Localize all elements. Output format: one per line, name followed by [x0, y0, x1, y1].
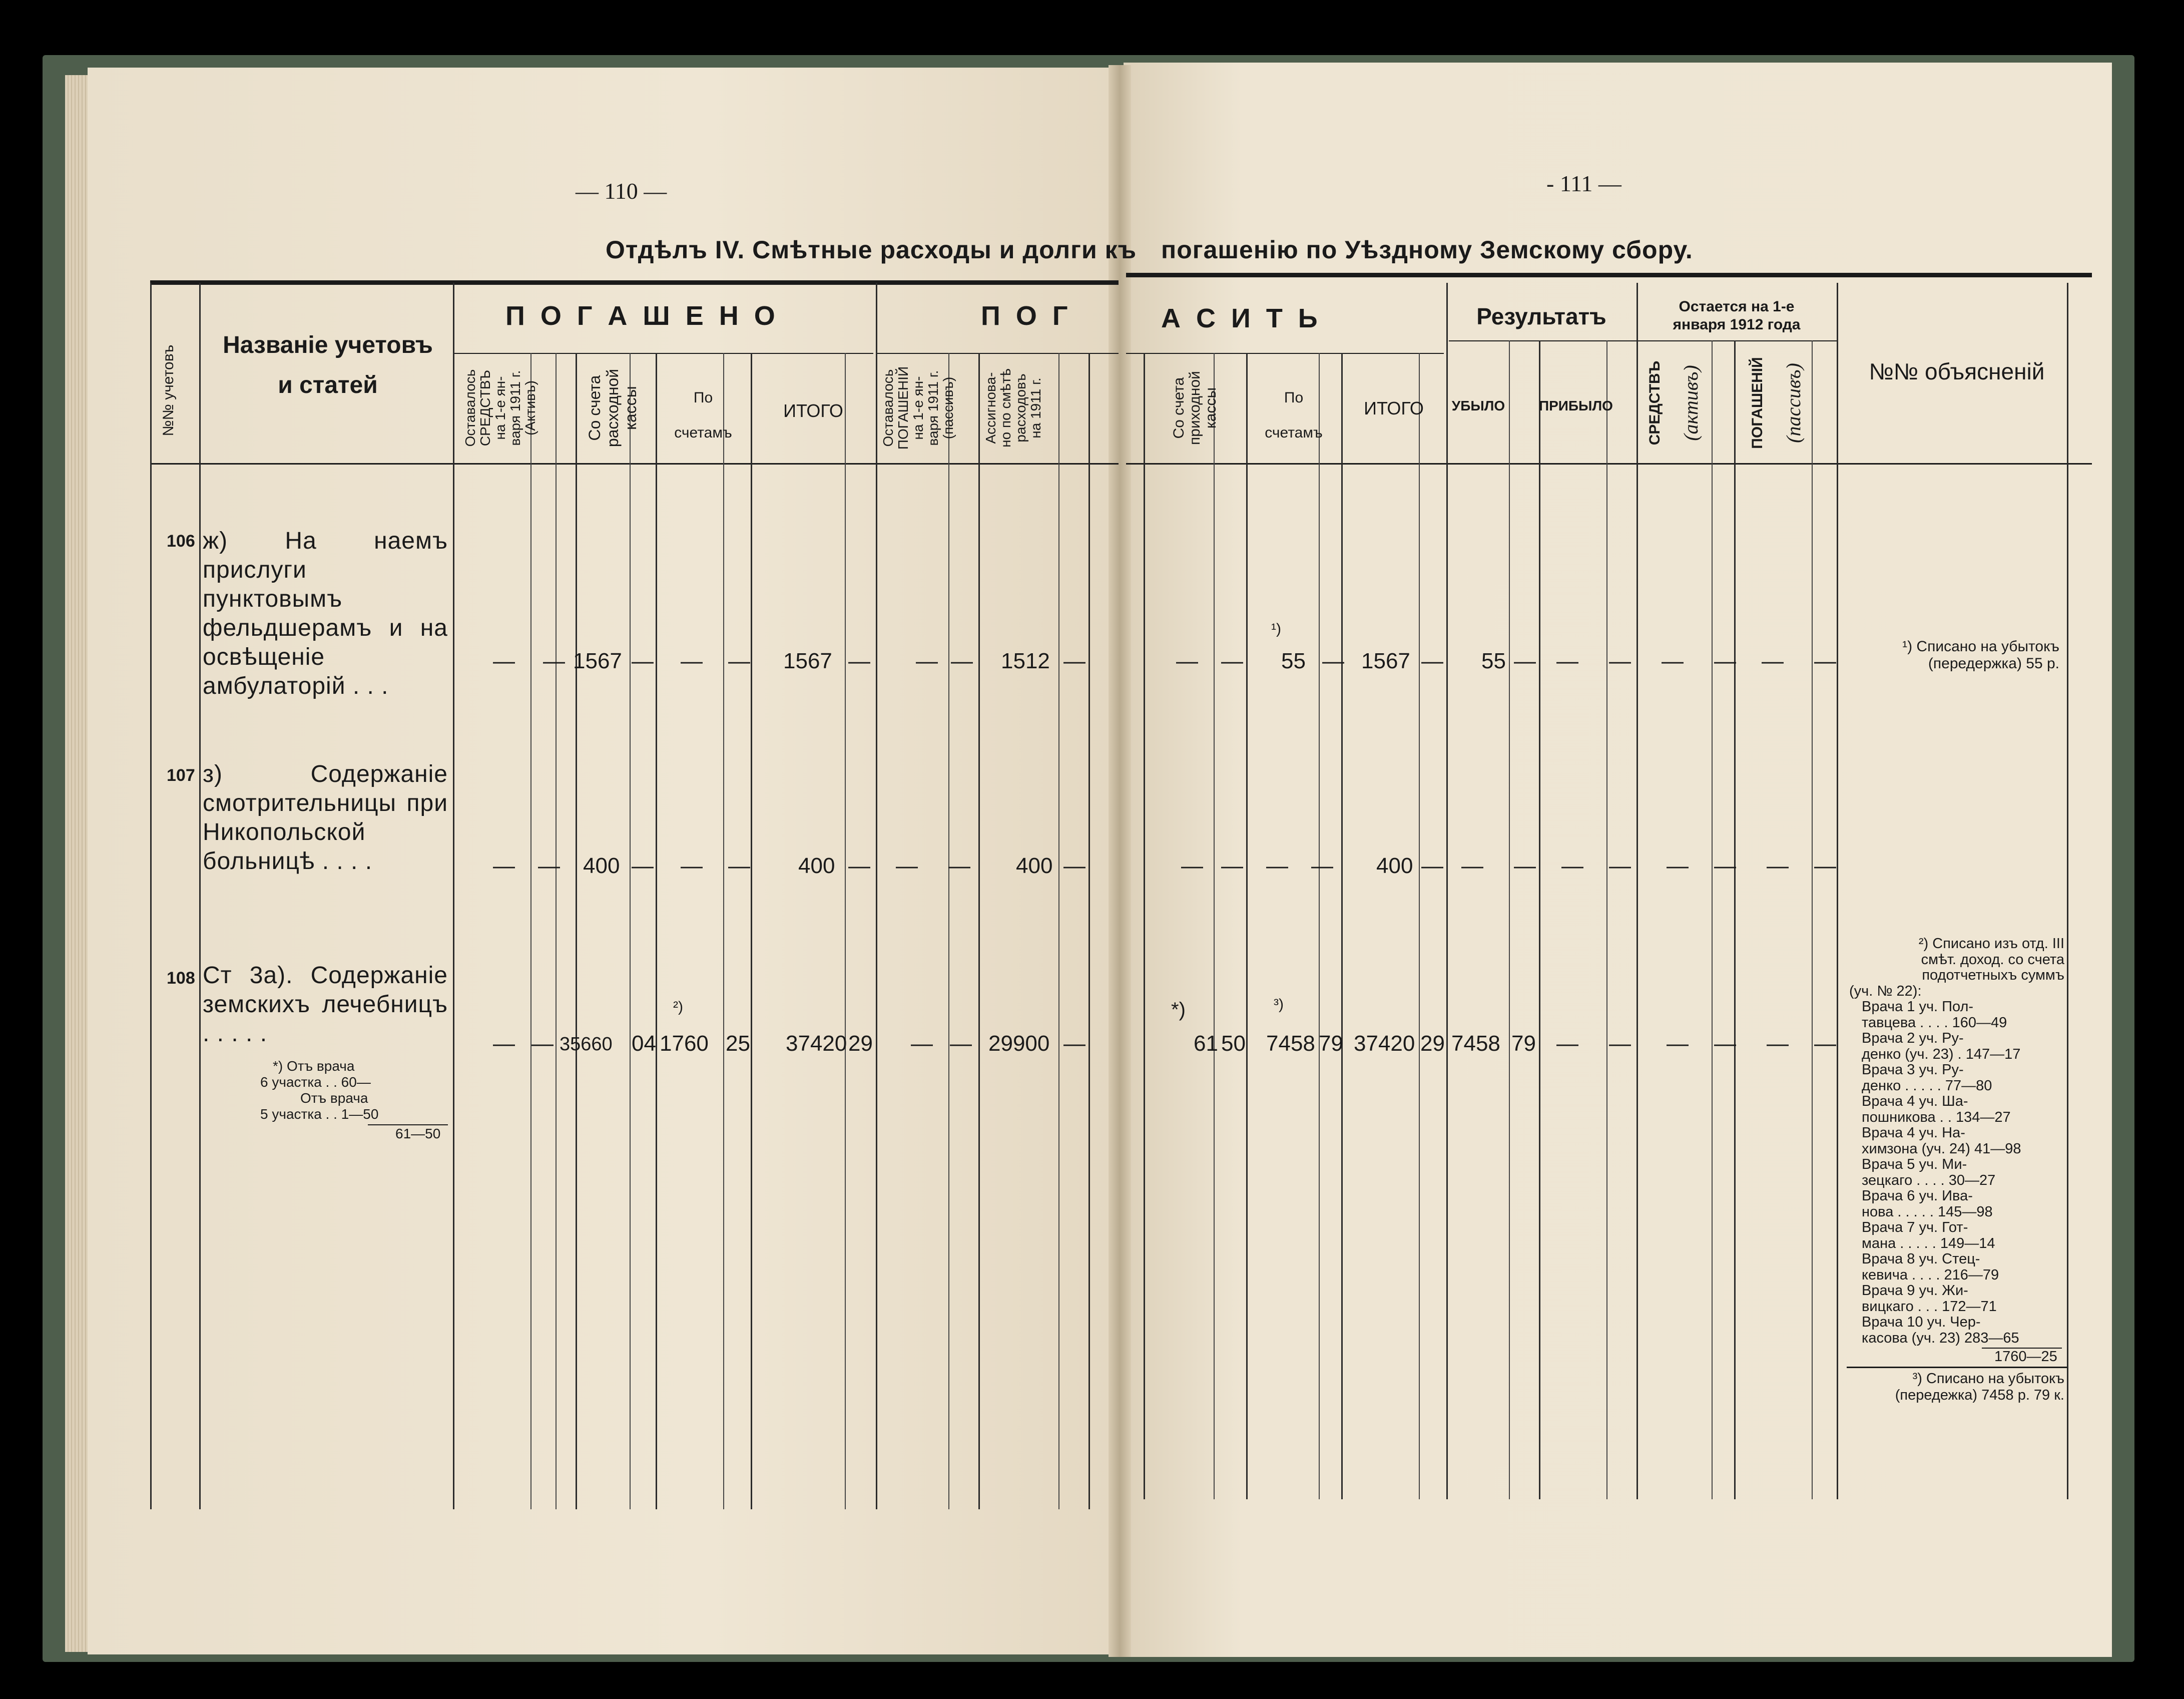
dash: —: [1311, 854, 1333, 878]
dash: —: [1322, 649, 1344, 673]
header-so-scheta-prikhod: Со счета приходной кассы: [1171, 371, 1219, 445]
row-assign: 1512: [1001, 649, 1050, 673]
dash: —: [1266, 854, 1288, 878]
explanation-line: нова . . . . . 145—98: [1862, 1203, 1993, 1220]
dash: —: [848, 649, 870, 673]
header-col-num: №№ учетовъ: [160, 344, 177, 437]
row-text: з) Содержаніе смотрительницы при Никопольской больницѣ . . . .: [203, 761, 448, 875]
explanation-line: Врача 3 уч. Ру-: [1862, 1062, 1964, 1078]
dash: —: [1714, 649, 1736, 673]
row-assign: 29900: [988, 1031, 1050, 1056]
col-line: [978, 353, 980, 1509]
header-ostalos-sredstv: Оставалось СРЕДСТВЪ на 1-е ян- варя 1911 г. (Активъ): [462, 369, 538, 447]
row-so-scheta-kop: 04: [632, 1031, 656, 1056]
col-line: [530, 353, 531, 1509]
dash: —: [1767, 1031, 1789, 1056]
footnote-mark: ³): [1274, 996, 1284, 1013]
dash: —: [1609, 1031, 1631, 1056]
col-line: [2067, 283, 2068, 1499]
header-aktiv: (активъ): [1680, 365, 1702, 441]
dash: —: [1609, 649, 1631, 673]
dash: —: [1714, 1031, 1736, 1056]
explanation-line: Врача 8 уч. Стец-: [1862, 1251, 1980, 1267]
row-note: *) Отъ врача: [273, 1058, 355, 1074]
row-itogo-right-kop: 29: [1420, 1031, 1445, 1056]
top-rule-right: [1126, 273, 2092, 277]
dash: —: [1421, 649, 1443, 673]
explanation-line: вицкаго . . . 172—71: [1862, 1298, 1997, 1315]
explanation-line: Врача 9 уч. Жи-: [1862, 1283, 1968, 1299]
explanation-line: Врача 10 уч. Чер-: [1862, 1314, 1981, 1330]
star-mark: *): [1171, 999, 1186, 1021]
header-rule-left: [150, 463, 1119, 465]
col-line: [1446, 283, 1448, 1499]
right-page-number: - 111 —: [1546, 171, 1621, 196]
col-line: [199, 283, 201, 1509]
col-line: [751, 353, 752, 1509]
header-so-scheta-raskhod: Со счета расходной кассы: [586, 368, 640, 448]
col-line: [1246, 353, 1248, 1499]
dash: —: [1221, 854, 1243, 878]
dash: —: [848, 854, 870, 878]
dash: —: [1221, 649, 1243, 673]
row-so-scheta: 400: [583, 854, 620, 878]
col-line: [656, 353, 657, 1509]
explanation-line: денко (уч. 23) . 147—17: [1862, 1046, 2021, 1062]
dash: —: [531, 1031, 554, 1056]
explanation-line: мана . . . . . 149—14: [1862, 1235, 1995, 1251]
row-itogo: 1567: [783, 649, 832, 673]
dash: —: [1181, 854, 1203, 878]
dash: —: [681, 649, 703, 673]
col-line: [1712, 340, 1713, 1499]
group-rule-left-2: [876, 353, 1119, 354]
group-rule-right-3: [1636, 340, 1837, 341]
header-sredstv: СРЕДСТВЪ: [1647, 360, 1663, 446]
group-rule-left-1: [453, 353, 873, 354]
col-line: [453, 283, 454, 1509]
explanation-line: Врача 6 уч. Ива-: [1862, 1188, 1973, 1204]
header-passiv: (пассивъ): [1782, 363, 1805, 443]
dash: —: [728, 854, 750, 878]
explanation-line: кевича . . . . 216—79: [1862, 1266, 1999, 1283]
explanation-line: Врача 1 уч. Пол-: [1862, 999, 1974, 1015]
left-page-number: — 110 —: [576, 178, 667, 204]
row-number: 107: [167, 766, 195, 785]
col-line: [1509, 340, 1510, 1499]
dash: —: [681, 854, 703, 878]
row-po-schetam-kop: 25: [726, 1031, 750, 1056]
top-rule-left: [150, 280, 1119, 285]
dash: —: [1556, 1031, 1578, 1056]
row-ubylo: 7458: [1451, 1031, 1500, 1056]
col-line: [1734, 340, 1736, 1499]
col-line: [1606, 340, 1607, 1499]
col-line: [150, 283, 152, 1509]
group-rule-right-2: [1449, 340, 1636, 341]
explanation-1: ¹) Списано на убытокъ (передержка) 55 р.: [1902, 638, 2059, 672]
col-line: [1088, 353, 1090, 1509]
col-line: [630, 353, 631, 1509]
explanation-line: Врача 4 уч. На-: [1862, 1125, 1965, 1141]
explanation-line: денко . . . . . 77—80: [1862, 1077, 1992, 1094]
remain-header: Остается на 1-е января 1912 года: [1673, 298, 1801, 333]
col-line: [1636, 283, 1638, 1499]
explanation-line: подотчетныхъ суммъ: [1922, 967, 2064, 983]
row-so-scheta: 35660: [560, 1034, 613, 1055]
dash: —: [1814, 1031, 1836, 1056]
col-line: [576, 353, 577, 1509]
dash: —: [1667, 1031, 1689, 1056]
dash: —: [1667, 854, 1689, 878]
dash: —: [896, 854, 918, 878]
dash: —: [1461, 854, 1483, 878]
dash: —: [1662, 649, 1684, 673]
explanation-line: Врача 2 уч. Ру-: [1862, 1030, 1964, 1046]
explanation-line: касова (уч. 23) 283—65: [1862, 1330, 2019, 1346]
row-itogo-right: 1567: [1361, 649, 1410, 673]
dash: —: [951, 649, 973, 673]
footnote-mark: ¹): [1271, 621, 1281, 637]
col-line: [1539, 340, 1540, 1499]
row-itogo-right: 400: [1376, 854, 1413, 878]
dash: —: [1762, 649, 1784, 673]
row-ubylo: 55: [1481, 649, 1506, 673]
explanation-line: Врача 5 уч. Ми-: [1862, 1156, 1967, 1172]
row-po-schetam-right: 7458: [1266, 1031, 1315, 1056]
row-itogo: 400: [798, 854, 835, 878]
gutter: [1109, 65, 1131, 1657]
header-ostalos-pogash: Оставалось ПОГАШЕНІЙ на 1-е ян- варя 1911 г. (пассивъ): [880, 366, 956, 450]
dash: —: [538, 854, 560, 878]
col-line: [876, 283, 877, 1509]
header-assign: Ассигнова- но по смѣтѣ расходовъ на 1911 г.: [983, 368, 1043, 448]
col-line: [845, 353, 846, 1509]
dash: —: [632, 854, 654, 878]
dash: —: [1609, 854, 1631, 878]
row-number: 108: [167, 969, 195, 988]
row-number: 106: [167, 532, 195, 551]
row-po-schetam: 1760: [660, 1031, 709, 1056]
col-line: [1058, 353, 1059, 1509]
header-explanations: №№ объясненій: [1869, 358, 2045, 384]
explanation-line: тавцева . . . . 160—49: [1862, 1014, 2007, 1031]
row-so-scheta: 1567: [573, 649, 622, 673]
col-line: [1214, 353, 1215, 1499]
row-po-schetam-right: 55: [1281, 649, 1306, 673]
header-itogo-right: ИТОГО: [1364, 398, 1424, 418]
dash: —: [728, 649, 750, 673]
col-line: [1812, 340, 1813, 1499]
explanation-line: (уч. № 22):: [1849, 983, 1922, 999]
dash: —: [543, 649, 565, 673]
dash: —: [1421, 854, 1443, 878]
row-prikhod-kop: 50: [1221, 1031, 1246, 1056]
row-prikhod: 61: [1194, 1031, 1218, 1056]
col-line: [1319, 353, 1320, 1499]
dash: —: [916, 649, 938, 673]
row-assign: 400: [1016, 854, 1053, 878]
explanation-line: зецкаго . . . . 30—27: [1862, 1172, 1996, 1188]
row-itogo: 37420: [786, 1031, 847, 1056]
explanation-line: химзона (уч. 24) 41—98: [1862, 1140, 2021, 1157]
row-text: Ст 3а). Содержаніе земскихъ лечебницъ . . . . .: [203, 962, 448, 1047]
explanation-2-total: 1760—25: [1994, 1349, 2057, 1365]
explanation-line: ²) Списано изъ отд. III: [1918, 936, 2064, 952]
row-po-schetam-right-kop: 79: [1319, 1031, 1343, 1056]
row-note: Отъ врача: [300, 1090, 368, 1106]
dash: —: [1814, 854, 1836, 878]
dash: —: [1556, 649, 1578, 673]
dash: —: [1063, 1031, 1085, 1056]
footnote-mark: ²): [673, 999, 683, 1015]
row-text: ж) На наемъ прислуги пунктовымъ фельдшерамъ и на освѣщеніе амбулаторій . . .: [203, 528, 448, 699]
explanation-line: Врача 7 уч. Гот-: [1862, 1219, 1968, 1235]
dash: —: [1814, 649, 1836, 673]
dash: —: [1714, 854, 1736, 878]
row-ubylo-kop: 79: [1511, 1031, 1536, 1056]
header-po-schetam-left: По счетамъ: [674, 389, 732, 441]
group-rule-right-1: [1126, 353, 1444, 354]
dash: —: [1176, 649, 1198, 673]
dash: —: [1063, 649, 1085, 673]
row-itogo-kop: 29: [848, 1031, 873, 1056]
explanation-sep-rule: [1847, 1367, 2067, 1368]
group-header-pogasheno: П О Г А Ш Е Н О: [505, 301, 779, 331]
dash: —: [1514, 854, 1536, 878]
note-total-rule: [368, 1124, 448, 1125]
row-itogo-right: 37420: [1354, 1031, 1415, 1056]
header-pogasheniy: ПОГАШЕНІЙ: [1749, 357, 1766, 449]
col-line: [723, 353, 724, 1509]
header-rule-right: [1126, 463, 2092, 465]
col-line: [1144, 353, 1145, 1499]
dash: —: [493, 1031, 515, 1056]
col-line: [948, 353, 949, 1509]
header-po-schetam-right: По счетамъ: [1265, 389, 1323, 441]
explanation-line: пошникова . . 134—27: [1862, 1109, 2011, 1125]
explanation-2: [1849, 936, 2064, 1346]
header-pribylo: ПРИБЫЛО: [1539, 398, 1613, 413]
col-line: [1837, 283, 1838, 1499]
result-header: Результатъ: [1476, 303, 1606, 329]
dash: —: [950, 1031, 972, 1056]
col-line: [556, 353, 557, 1509]
row-note-total: 61—50: [395, 1126, 441, 1141]
header-itogo-left: ИТОГО: [783, 400, 843, 421]
dash: —: [1561, 854, 1583, 878]
dash: —: [1514, 649, 1536, 673]
header-ubylo: УБЫЛО: [1451, 398, 1505, 413]
header-col-name: Названіе учетовъ и статей: [223, 332, 433, 398]
dash: —: [948, 854, 970, 878]
right-page-title: погашенію по Уѣздному Земскому сбору.: [1161, 236, 1693, 264]
dash: —: [1767, 854, 1789, 878]
dash: —: [632, 649, 654, 673]
row-note: 5 участка . . 1—50: [260, 1106, 379, 1122]
explanation-3: ³) Списано на убытокъ (передежка) 7458 р. 79 к.: [1895, 1371, 2064, 1403]
dash: —: [493, 854, 515, 878]
explanation-line: смѣт. доход. со счета: [1921, 951, 2064, 968]
col-line: [1419, 353, 1420, 1499]
dash: —: [911, 1031, 933, 1056]
left-page-title: Отдѣлъ IV. Смѣтные расходы и долги къ: [606, 236, 1137, 264]
group-header-pog: П О Г: [981, 301, 1072, 331]
dash: —: [1063, 854, 1085, 878]
col-line: [1341, 353, 1343, 1499]
explanation-line: Врача 4 уч. Ша-: [1862, 1093, 1968, 1109]
dash: —: [493, 649, 515, 673]
group-header-asit: А С И Т Ь: [1161, 303, 1322, 333]
row-note: 6 участка . . 60—: [260, 1074, 371, 1090]
